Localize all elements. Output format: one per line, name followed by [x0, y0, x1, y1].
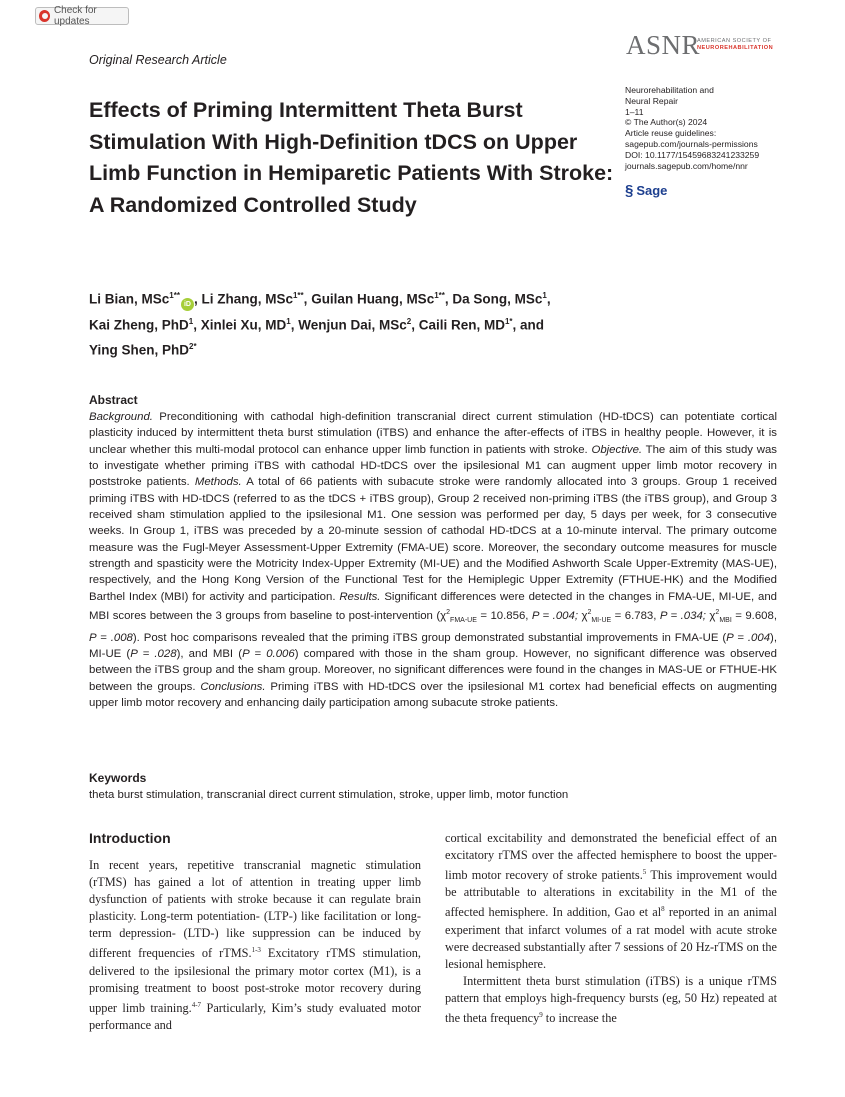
citation-ref[interactable]: 9 — [539, 1011, 543, 1020]
abstract-objective: The aim of this study was to investigate whether priming iTBS with cathodal HD-tDCS over the ipsilesional M1 can augment upper limb motor recovery in poststroke patients. — [89, 443, 777, 489]
stat-subscript: MBI — [719, 617, 732, 625]
abstract-body — [89, 409, 777, 711]
abstract-heading: Abstract — [89, 393, 138, 407]
stat-p: P = .034; — [659, 609, 710, 622]
author-name: Xinlei Xu, MD — [200, 317, 287, 332]
body-text: Intermittent theta burst stimulation (iTBS) is a unique rTMS pattern that employs high-frequency bursts (eg, 50 Hz) repeated at the theta frequency — [445, 973, 777, 1026]
check-for-updates-badge[interactable] — [35, 7, 129, 25]
abstract-label: Background. — [89, 411, 153, 423]
abstract-conclusions: Priming iTBS with HD-tDCS over the ipsilesional M1 cortex had beneficial effects on augmenting upper limb motor recovery and enhancing daily participation among subacute stroke patients. — [89, 680, 777, 709]
meta-line: 1–11 — [625, 106, 644, 117]
sage-s-icon: § — [625, 182, 634, 199]
stat-p: P = .004 — [726, 631, 771, 644]
abstract-results-cont: ). Post hoc comparisons revealed that the priming iTBS group demonstrated substantial improvements in FMA-UE ( — [132, 631, 727, 644]
author-name: Da Song, MSc — [452, 291, 543, 307]
abstract-background: Preconditioning with cathodal high-definition transcranial direct current stimulation (HD-tDCS) can potentiate cortical plasticity induced by intermittent theta burst stimulation (iTBS) and enhance the after-effects of iTBS in healthy people. However, it is unclear whether this multi-modal protocol can enhance upper limb function in patients with stroke. — [89, 411, 777, 456]
publisher-logo — [625, 182, 667, 199]
stat-value: = 9.608, — [731, 609, 777, 622]
author-affiliation: 2 — [406, 316, 412, 326]
body-text: to increase the — [542, 1011, 617, 1026]
section-heading-introduction: Introduction — [89, 830, 171, 846]
abstract-results-cont: ), MI-UE ( — [89, 631, 777, 660]
body-text: Particularly, Kim’s study evaluated motor performance and — [89, 1000, 421, 1033]
body-text: reported in an animal experiment that infarct volumes of a rat model with acute stroke were decreased substantially after 7 sessions of 20 Hz-rTMS on the lesional hemisphere. — [445, 905, 777, 971]
article-type: Original Research Article — [89, 53, 227, 67]
author-affiliation: 1** — [292, 291, 304, 300]
body-text: This improvement would be attributable to alterations in excitability in the M1 of the affected hemisphere. In addition, Gao et al — [445, 868, 777, 920]
citation-ref[interactable]: 5 — [642, 868, 647, 877]
stat-value: = 6.783, — [611, 609, 660, 622]
stat-p: P = .028 — [130, 647, 177, 660]
stat-subscript: FMA-UE — [450, 617, 477, 625]
author-affiliation: 1* — [504, 316, 513, 326]
body-paragraph — [445, 830, 777, 973]
logo-subtitle-line2: NEUROREHABILITATION — [697, 45, 774, 51]
author-affiliation: 1 — [286, 316, 291, 326]
citation-ref[interactable]: 1-3 — [251, 946, 261, 955]
abstract-methods: A total of 66 patients with subacute stroke were randomly allocated into 3 groups. Group 1 received priming iTBS with HD-tDCS (referred to as the tDCS + iTBS group), Group 2 received non-priming iTBS (the iTBS group), and Group 3 received sham stimulation applied to the ipsilesional M1. One session was performed per day, 5 days per week, for 3 consecutive weeks. In Group 1, iTBS was preceded by a 20-minute session of cathodal HD-tDCS at a 10-minute interval. The primary outcome measure was the Fugl-Meyer Assessment-Upper Extremity (FMA-UE) score. Moreover, the secondary outcome measures for muscle strength and spasticity were the Motricity Index-Upper Extremity (MI-UE) and the Modified Ashworth Scale Upper-Extremity (MAS-UE), respectively, and the Hong Kong Version of the Functional Test for the Hemiplegic Upper Extremity (FTHUE-HK) and the Modified Barthel Index (MBI) for activity and participation. — [89, 476, 778, 603]
abstract-label: Results. — [339, 590, 381, 603]
author-name: Wenjun Dai, MSc — [298, 317, 407, 332]
meta-line: © The Author(s) 2024 — [625, 117, 708, 128]
meta-doi[interactable]: DOI: 10.1177/15459683241233259 — [625, 149, 760, 160]
publisher-name: Sage — [636, 183, 668, 198]
meta-line: Neural Repair — [625, 95, 679, 106]
abstract-label: Methods. — [194, 476, 242, 489]
meta-link-permissions[interactable]: sagepub.com/journals-permissions — [625, 138, 758, 149]
author-affiliation: 1** — [434, 291, 445, 300]
crossmark-icon — [39, 10, 50, 22]
author-list: Li Bian, MSc$^{1**}$iD , Li Zhang, MSc$^{1**}$, Guilan Huang, MSc$^{1**}$, Da Song, MSc$^1$, Kai Zheng, PhD$^1$, Xinlei Xu, $MD^1$, Wenjun Dai, MSc$^2$, Caili Ren, $MD^{1*}$, and Ying Shen, PhD$^{2*}$ — [89, 291, 551, 358]
intro-column-left — [89, 857, 421, 1034]
stat-superscript: 2 — [715, 609, 720, 617]
chi-symbol: χ — [440, 609, 447, 622]
author-name: Caili Ren, MD — [418, 317, 505, 332]
keywords-list: theta burst stimulation, transcranial direct current stimulation, stroke, upper limb, motor function — [89, 789, 569, 801]
journal-logo: ASNR — [626, 30, 701, 60]
body-text: In recent years, repetitive transcranial magnetic stimulation (rTMS) has gained a lot of attention in treating upper limb dysfunction of patients with stroke because it can regulate brain plasticity. Long-term potentiation- (LTP-) like facilitation or long-term depression- (LTD-) like suppression can be induced by different frequencies of rTMS. — [89, 858, 421, 961]
meta-line: Article reuse guidelines: — [625, 128, 717, 139]
author-name: Li Zhang, MSc — [201, 291, 293, 307]
stat-subscript: MI-UE — [591, 617, 612, 625]
body-text: Excitatory rTMS stimulation, delivered to the ipsilesional the primary motor cortex (M1), is a promising treatment to boost post-stroke motor recovery during upper limb training. — [89, 946, 421, 1015]
abstract-results: Significant differences were detected in the changes in FMA-UE, MI-UE, and MBI scores between the 3 groups from baseline to post-intervention ( — [89, 590, 778, 622]
article-title: Effects of Priming Intermittent Theta Burst Stimulation With High-Definition tDCS on Upper Limb Function in Hemiparetic Patients With Stroke: A Randomized Controlled Study — [89, 98, 614, 217]
orcid-icon[interactable]: iD — [181, 298, 194, 311]
journal-meta — [625, 85, 759, 171]
keywords-heading: Keywords — [89, 771, 147, 785]
logo-subtitle-line1: AMERICAN SOCIETY OF — [697, 38, 772, 44]
author-affiliation: 1** — [169, 291, 180, 300]
intro-column-right — [445, 830, 777, 1027]
abstract-results-cont: ) compared with those in the sham group. However, no significant difference was observed between the iTBS group and the sham group. Moreover, no significant differences were found in the changes in MAS-UE or FTHUE-HK between the groups. — [89, 647, 777, 693]
stat-superscript: 2 — [587, 609, 592, 617]
author-name: Guilan Huang, MSc — [311, 291, 435, 307]
body-paragraph — [445, 973, 777, 1027]
stat-p: P = 0.006 — [242, 647, 295, 660]
abstract-label: Objective. — [591, 443, 643, 456]
journal-logo-subtitle — [697, 38, 773, 52]
stat-value: = 10.856, — [476, 609, 532, 622]
stat-p: P = .008 — [89, 631, 133, 644]
check-for-updates-label: Check for updates — [53, 5, 97, 27]
author-name: Ying Shen, PhD — [89, 342, 190, 358]
abstract-label: Conclusions. — [200, 680, 266, 693]
chi-symbol: χ — [581, 609, 588, 622]
author-name: Kai Zheng, PhD — [89, 317, 189, 332]
stat-p: P = .004; — [531, 609, 582, 622]
chi-symbol: χ — [709, 609, 716, 622]
citation-ref[interactable]: 4-7 — [191, 1000, 202, 1009]
author-affiliation: 1 — [542, 291, 547, 300]
body-text: cortical excitability and demonstrated the beneficial effect of an excitatory rTMS over the affected hemisphere to boost the upper-limb motor recovery of stroke patients. — [445, 831, 777, 883]
stat-superscript: 2 — [446, 609, 451, 617]
author-affiliation: 2* — [189, 342, 197, 351]
citation-ref[interactable]: 8 — [661, 905, 665, 914]
author-name: Li Bian, MSc — [89, 291, 170, 307]
meta-line: Neurorehabilitation and — [625, 85, 714, 95]
abstract-results-cont: ), and MBI ( — [176, 647, 243, 660]
meta-link-journal[interactable]: journals.sagepub.com/home/nnr — [625, 160, 748, 171]
author-affiliation: 1 — [188, 316, 194, 326]
